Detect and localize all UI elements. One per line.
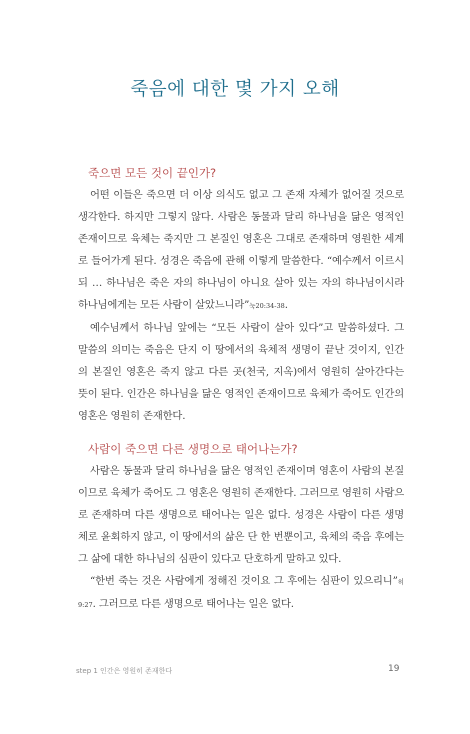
paragraph-text: “한번 죽는 것은 사람에게 정해진 것이요 그 후에는 심판이 있으리니” [90, 575, 398, 587]
paragraph-text: 어떤 이들은 죽으면 더 이상 의식도 없고 그 존재 자체가 없어질 것으로 생각한다. 하지만 그렇지 않다. 사람은 동물과 달리 하나님을 닮은 영적인 존재이므로 육체는 죽지만 그 본질인 영혼은 그대로 존재하며 영원한 세계로 들어가게 된다. 성경은 죽음에 관해 이렇게 말씀한다. “예수께서 이르시되 … 하나님은 죽은 자의 하나님이 아니요 살아 있는 자의 하나님이시라 하나님에게는 모든 사람이 살았느니라” [78, 189, 404, 311]
paragraph [78, 317, 404, 427]
section-heading: 죽으면 모든 것이 끝인가? [88, 166, 217, 180]
bible-reference: 눅20:34-38 [249, 302, 285, 310]
page-title: 죽음에 대한 몇 가지 오해 [130, 79, 340, 100]
paragraph [78, 184, 404, 317]
page-number: 19 [388, 664, 400, 674]
paragraph [78, 570, 404, 616]
paragraph-tail: . 그러므로 다른 생명으로 태어나는 일은 없다. [92, 598, 294, 610]
section-2 [78, 440, 404, 616]
paragraph-text: 예수님께서 하나님 앞에는 “모든 사람이 살아 있다”고 말씀하셨다. 그 말씀의 의미는 죽음은 단지 이 땅에서의 육체적 생명이 끝난 것이지, 인간의 본질인 영혼은 죽지 않고 다른 곳(천국, 지옥)에서 영원히 살아간다는 뜻이 된다. 인간은 하나님을 닮은 영적인 존재이므로 육체가 죽어도 인간의 영혼은 영원히 존재한다. [78, 322, 404, 422]
bible-reference: 히9:27 [78, 578, 404, 609]
paragraph [78, 460, 404, 570]
paragraph-text: 사람은 동물과 달리 하나님을 닮은 영적인 존재이며 영혼이 사람의 본질이므로 육체가 죽어도 그 영혼은 영원히 존재한다. 그러므로 영원히 사람으로 존재하며 다른 생명으로 태어나는 일은 없다. 성경은 사람이 다른 생명체로 윤회하지 않고, 이 땅에서의 삶은 단 한 번뿐이고, 육체의 죽음 후에는 그 삶에 대한 하나님의 심판이 있다고 단호하게 말하고 있다. [78, 465, 404, 565]
section-1 [78, 164, 404, 427]
paragraph-tail: . [284, 299, 288, 311]
section-heading: 사람이 죽으면 다른 생명으로 태어나는가? [88, 442, 298, 456]
running-footer: step 1 인간은 영원히 존재한다 [76, 667, 173, 675]
